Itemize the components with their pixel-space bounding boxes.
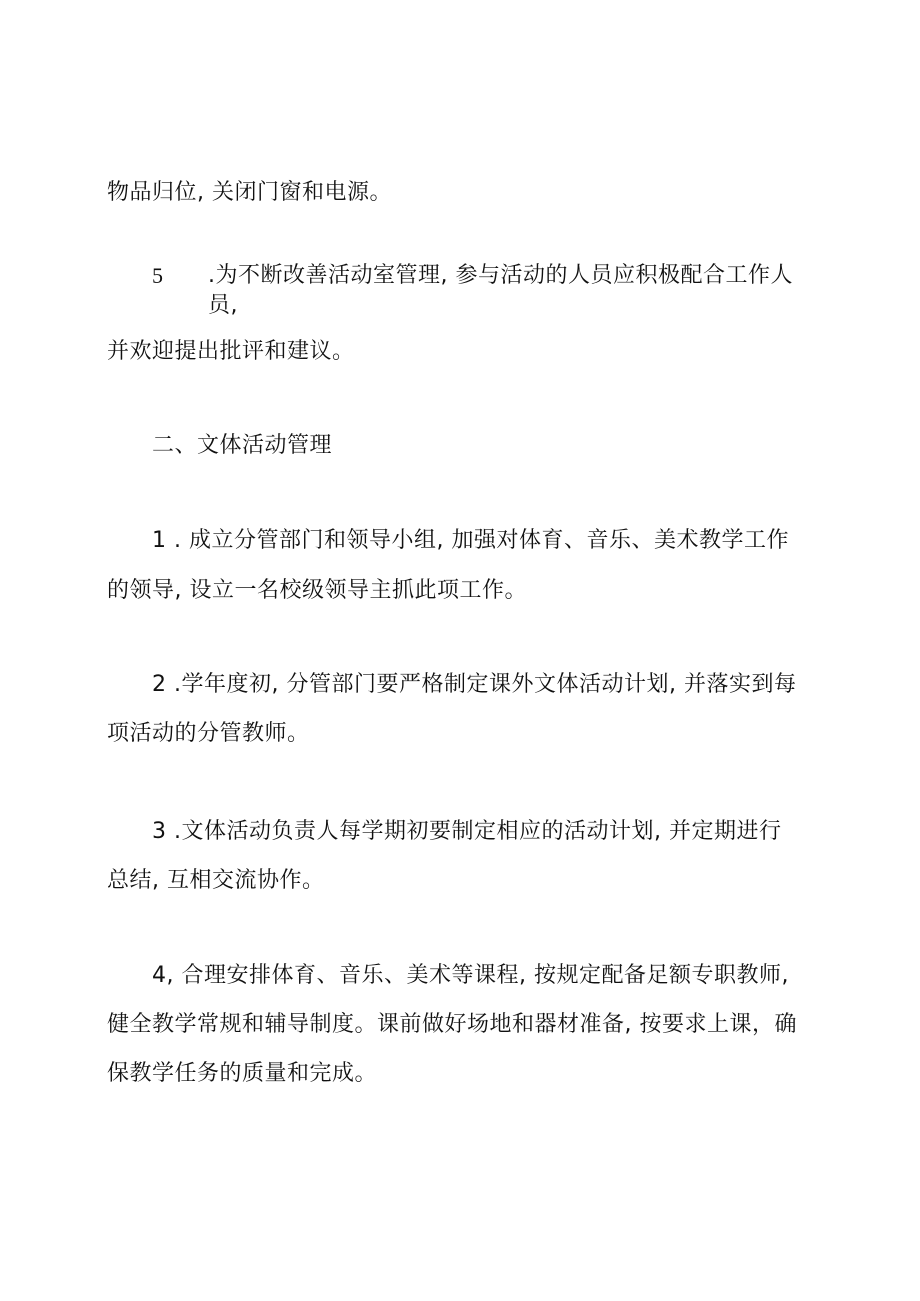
text-line: 总结, 互相交流协作。 xyxy=(107,868,325,893)
text-line: 4, 合理安排体育、音乐、美术等课程, 按规定配备足额专职教师, xyxy=(152,963,789,988)
text-line: 并欢迎提出批评和建议。 xyxy=(107,339,355,364)
section-heading: 二、文体活动管理 xyxy=(152,433,333,458)
text-line: 保教学任务的质量和完成。 xyxy=(107,1061,378,1086)
text-line: 1 . 成立分管部门和领导小组, 加强对体育、音乐、美术教学工作 xyxy=(152,528,789,553)
text-line: 3 .文体活动负责人每学期初要制定相应的活动计划, 并定期进行 xyxy=(152,819,782,844)
text-line: 项活动的分管教师。 xyxy=(107,721,310,746)
text-line: 2 .学年度初, 分管部门要严格制定课外文体活动计划, 并落实到每 xyxy=(152,672,797,697)
text-line: .为不断改善活动室管理, 参与活动的人员应积极配合工作人员, xyxy=(208,263,793,318)
text-line: 健全教学常规和辅导制度。课前做好场地和器材准备, 按要求上课，确 xyxy=(107,1012,797,1037)
text-line: 的领导, 设立一名校级领导主抓此项工作。 xyxy=(107,578,527,603)
list-number: 5 xyxy=(152,263,164,288)
text-line: 物品归位, 关闭门窗和电源。 xyxy=(107,180,392,205)
